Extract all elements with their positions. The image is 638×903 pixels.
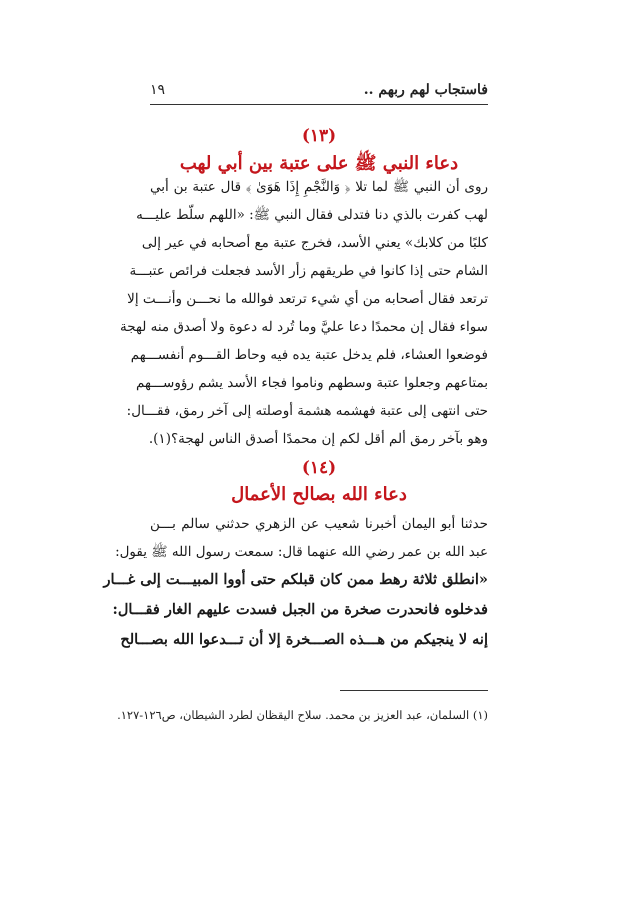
text-line: إنه لا ينجيكم من هـــذه الصـــخرة إلا أن تـــدعوا الله بصـــالح — [120, 631, 488, 648]
section-number: (١٣) — [301, 126, 337, 146]
text-line: لهب كفرت بالذي دنا فتدلى فقال النبي ﷺ: «اللهم سلّط عليـــه — [136, 207, 488, 223]
section-number: (١٤) — [301, 458, 337, 478]
running-title: فاستجاب لهم ربهم .. — [363, 82, 488, 98]
text-line: عبد الله بن عمر رضي الله عنهما قال: سمعت رسول الله ﷺ يقول: — [115, 544, 488, 560]
page-number: ١٩ — [150, 82, 166, 98]
text-line: سواء فقال إن محمدًا دعا عليَّ وما تُرد له دعوة ولا أصدق منه لهجة — [120, 319, 488, 335]
section-heading: دعاء الله بصالح الأعمال — [231, 484, 407, 505]
text-line: حدثنا أبو اليمان أخبرنا شعيب عن الزهري حدثني سالم بـــن — [150, 516, 488, 532]
text-line: ترتعد فقال أصحابه من أي شيء ترتعد فوالله ما نحـــن وأنـــت إلا — [127, 291, 488, 307]
text-line: روى أن النبي ﷺ لما تلا ﴿ وَالنَّجْمِ إِذَا هَوَىٰ ﴾ قال عتبة بن أبي — [150, 179, 488, 195]
header-divider — [150, 104, 488, 105]
text-line: حتى انتهى إلى عتبة فهشمه هشمة أوصلته إلى آخر رمق، فقـــال: — [126, 403, 488, 419]
text-line: الشام حتى إذا كانوا في طريقهم زأر الأسد فجعلت فرائص عتبـــة — [129, 263, 488, 279]
footnote: (١) السلمان، عبد العزيز بن محمد. سلاح اليقظان لطرد الشيطان، ص١٢٦-١٢٧. — [117, 708, 488, 722]
text-line: وهو بآخر رمق ألم أقل لكم إن محمدًا أصدق الناس لهجة؟(١). — [148, 431, 488, 447]
footnote-divider — [340, 690, 488, 691]
text-line: فدخلوه فانحدرت صخرة من الجبل فسدت عليهم الغار فقـــال: — [112, 601, 488, 618]
text-line: فوضعوا العشاء، فلم يدخل عتبة يده فيه وحاط القـــوم أنفســـهم — [130, 347, 488, 363]
text-line: كلبًا من كلابك» يعني الأسد، فخرج عتبة مع أصحابه في عير إلى — [141, 235, 488, 251]
section-heading: دعاء النبي ﷺ على عتبة بين أبي لهب — [179, 153, 459, 174]
text-line: بمتاعهم وجعلوا عتبة وسطهم وناموا فجاء الأسد يشم رؤوســـهم — [135, 375, 488, 391]
text-line: «انطلق ثلاثة رهط ممن كان قبلكم حتى أووا المبيـــت إلى غـــار — [103, 571, 488, 588]
running-header — [150, 82, 488, 104]
